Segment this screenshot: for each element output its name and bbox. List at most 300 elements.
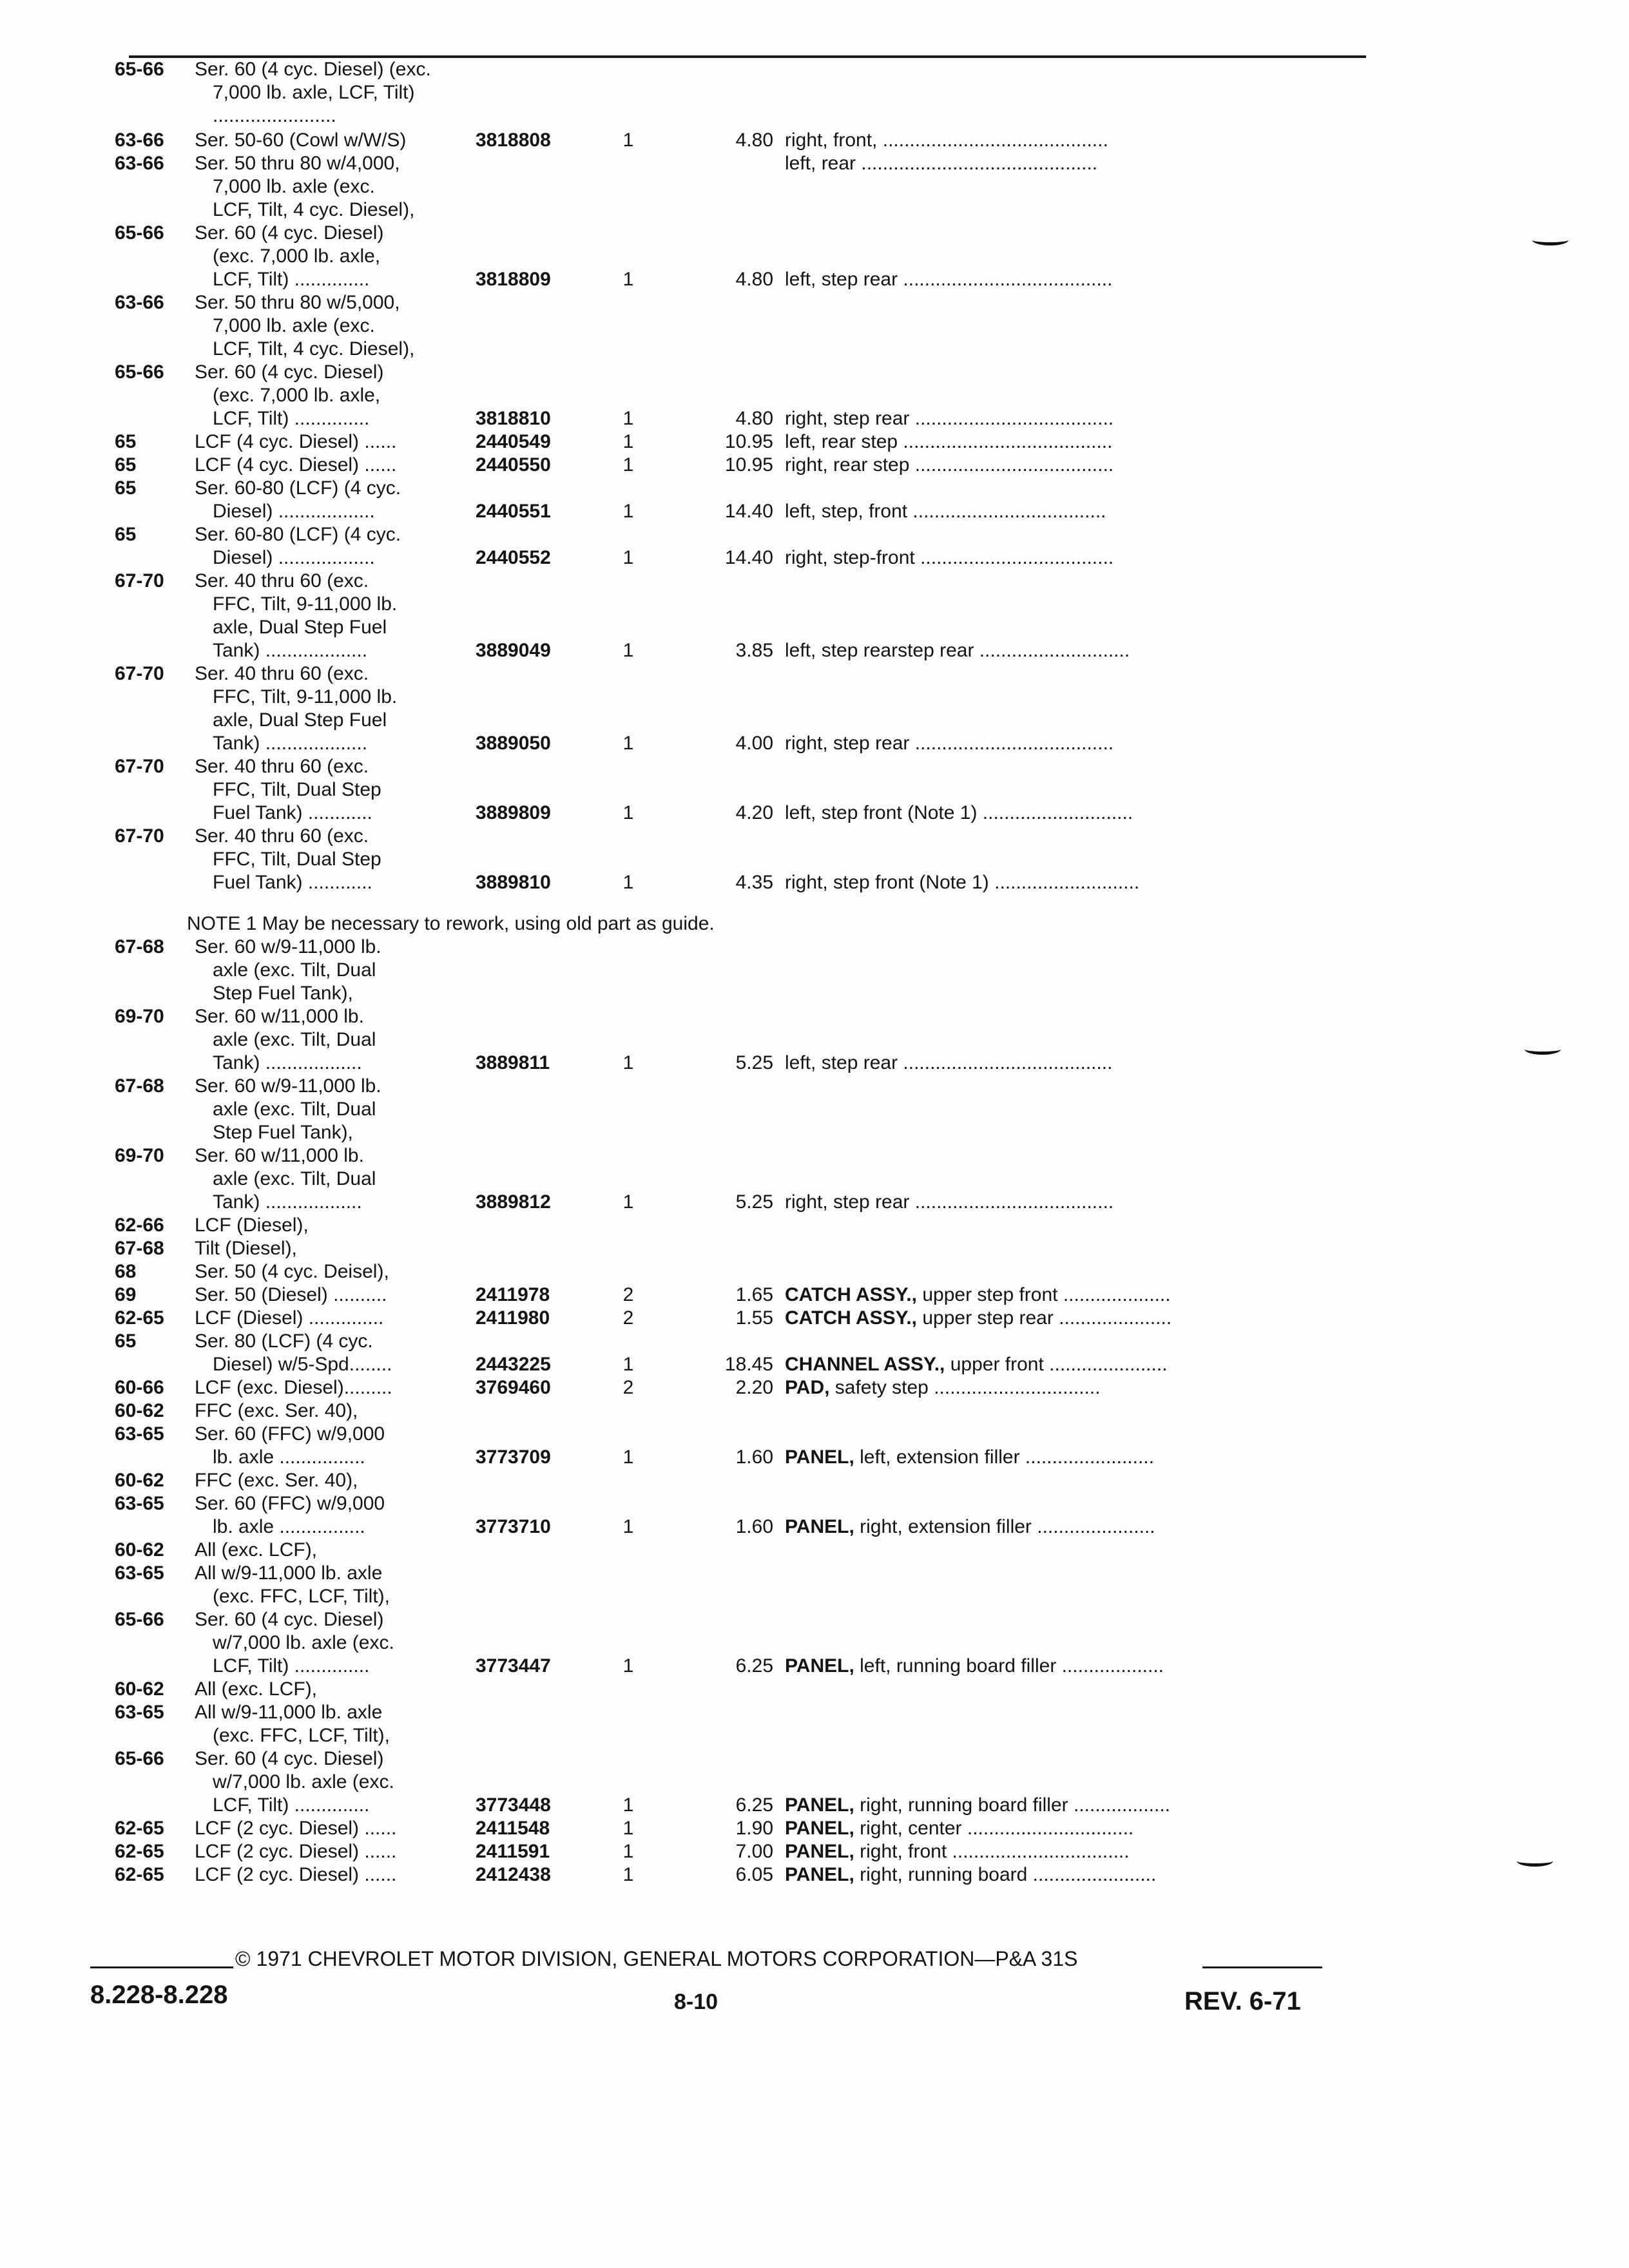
parts-row (0, 198, 1629, 222)
parts-row (0, 314, 1629, 338)
part-detail: right, extension filler ...................... (854, 1516, 1155, 1537)
parts-row (0, 1840, 1629, 1863)
quantity: 1 (622, 872, 634, 893)
parts-row (0, 1863, 1629, 1887)
part-number: 2411980 (476, 1307, 550, 1329)
model-year: 65-66 (115, 1748, 164, 1769)
application: FFC (exc. Ser. 40), (195, 1470, 358, 1491)
parts-row (0, 616, 1629, 639)
parts-row (0, 175, 1629, 198)
parts-row (0, 1701, 1629, 1724)
model-year: 69-70 (115, 1006, 164, 1027)
part-description (785, 152, 1097, 175)
parts-row (0, 1446, 1629, 1469)
application: Ser. 60 (4 cyc. Diesel) (195, 1748, 384, 1769)
part-detail: left, extension filler ........................ (854, 1446, 1154, 1468)
application: Ser. 60-80 (LCF) (4 cyc. (195, 477, 401, 499)
parts-row (0, 245, 1629, 268)
part-description (785, 1446, 1154, 1469)
part-description (785, 1817, 1133, 1840)
part-description (785, 407, 1113, 430)
parts-row (0, 129, 1629, 152)
parts-row (0, 1121, 1629, 1144)
application: axle (exc. Tilt, Dual (213, 1099, 376, 1120)
part-number: 3889809 (476, 802, 551, 823)
part-number: 3889049 (476, 640, 551, 661)
application: Ser. 50 (4 cyc. Deisel), (195, 1261, 389, 1282)
application: LCF, Tilt) .............. (213, 269, 370, 290)
application: Ser. 60 w/11,000 lb. (195, 1006, 364, 1027)
parts-row (0, 686, 1629, 709)
model-year: 60-62 (115, 1470, 164, 1491)
part-detail: left, step rear ....................................... (785, 1052, 1113, 1073)
application: Step Fuel Tank), (213, 1122, 353, 1143)
part-detail: right, front, .......................................... (785, 130, 1108, 151)
part-description (785, 1307, 1171, 1330)
model-year: 62-65 (115, 1864, 164, 1885)
price: 1.90 (735, 1818, 773, 1839)
quantity: 1 (622, 408, 634, 429)
part-description (785, 268, 1112, 291)
part-detail: right, step rear ..................................... (785, 733, 1114, 754)
price: 4.80 (735, 269, 773, 290)
part-description (785, 1052, 1112, 1075)
price: 1.65 (735, 1284, 773, 1305)
application: Ser. 60 (4 cyc. Diesel) (exc. (195, 59, 431, 80)
parts-row (0, 500, 1629, 523)
part-detail: left, rear step ....................................... (785, 431, 1113, 452)
application: Diesel) w/5-Spd........ (213, 1354, 392, 1375)
parts-row (0, 1469, 1629, 1492)
part-description (785, 1515, 1155, 1539)
parts-row (0, 1144, 1629, 1168)
application: LCF (exc. Diesel)......... (195, 1377, 392, 1398)
application: axle, Dual Step Fuel (213, 709, 387, 731)
parts-row (0, 1191, 1629, 1214)
model-year: 69 (115, 1284, 137, 1305)
model-year: 67-70 (115, 570, 164, 591)
application: Ser. 80 (LCF) (4 cyc. (195, 1331, 373, 1352)
part-number: 2412438 (476, 1864, 551, 1885)
model-year: 60-62 (115, 1400, 164, 1421)
quantity: 1 (622, 640, 634, 661)
price: 6.05 (735, 1864, 773, 1885)
application: Diesel) .................. (213, 547, 375, 568)
application: LCF (2 cyc. Diesel) ...... (195, 1841, 397, 1862)
application: 7,000 lb. axle (exc. (213, 315, 375, 336)
quantity: 1 (622, 1794, 634, 1816)
application: FFC, Tilt, 9-11,000 lb. (213, 686, 398, 707)
model-year: 63-66 (115, 153, 164, 174)
part-description (785, 430, 1112, 454)
part-name: PANEL, (785, 1841, 854, 1862)
parts-row (0, 546, 1629, 570)
price: 7.00 (735, 1841, 773, 1862)
application: Ser. 60 (4 cyc. Diesel) (195, 361, 384, 383)
parts-row (0, 81, 1629, 104)
model-year: 63-65 (115, 1702, 164, 1723)
parts-row (0, 662, 1629, 686)
part-detail: safety step ............................... (829, 1377, 1101, 1398)
application: LCF, Tilt) .............. (213, 1794, 370, 1816)
parts-row (0, 1747, 1629, 1771)
application: Diesel) .................. (213, 501, 375, 522)
parts-row (0, 1794, 1629, 1817)
part-number: 3773448 (476, 1794, 551, 1816)
part-detail: right, step-front .................................... (785, 547, 1114, 568)
model-year: 62-65 (115, 1307, 164, 1329)
application: axle (exc. Tilt, Dual (213, 1168, 376, 1189)
parts-row (0, 430, 1629, 454)
part-number: 2440551 (476, 501, 551, 522)
model-year: 63-65 (115, 1562, 164, 1584)
part-number: 3818808 (476, 130, 551, 151)
part-detail: left, rear ............................................ (785, 153, 1098, 174)
part-number: 3773447 (476, 1655, 551, 1677)
part-number: 3769460 (476, 1377, 551, 1398)
application: LCF (4 cyc. Diesel) ...... (195, 454, 397, 476)
part-description (785, 1376, 1101, 1399)
quantity: 1 (622, 501, 634, 522)
application: LCF (2 cyc. Diesel) ...... (195, 1864, 397, 1885)
parts-row (0, 982, 1629, 1005)
entry-block (0, 58, 1629, 128)
application: (exc. FFC, LCF, Tilt), (213, 1725, 390, 1746)
part-detail: right, center ............................... (854, 1818, 1134, 1839)
parts-row (0, 222, 1629, 245)
application: Ser. 60 (4 cyc. Diesel) (195, 1609, 384, 1630)
part-detail: right, running board ....................... (854, 1864, 1157, 1885)
application: Tank) ................... (213, 733, 368, 754)
part-detail: right, step rear ..................................... (785, 408, 1114, 429)
quantity: 1 (622, 1655, 634, 1677)
part-detail: upper step rear ..................... (917, 1307, 1172, 1329)
model-year: 63-66 (115, 292, 164, 313)
part-description (785, 546, 1113, 570)
application: Fuel Tank) ............ (213, 872, 372, 893)
model-year: 60-66 (115, 1377, 164, 1398)
parts-row (0, 152, 1629, 175)
price: 4.35 (735, 872, 773, 893)
price: 10.95 (724, 454, 773, 476)
application: All (exc. LCF), (195, 1539, 318, 1561)
quantity: 1 (622, 130, 634, 151)
part-description (785, 1863, 1156, 1887)
quantity: 2 (622, 1377, 634, 1398)
model-year: 67-70 (115, 663, 164, 684)
application: LCF (Diesel) .............. (195, 1307, 384, 1329)
quantity: 1 (622, 1446, 634, 1468)
application: ....................... (213, 105, 336, 126)
parts-row (0, 871, 1629, 894)
application: Ser. 50 thru 80 w/4,000, (195, 153, 400, 174)
price: 10.95 (724, 431, 773, 452)
parts-row (0, 291, 1629, 314)
quantity: 2 (622, 1307, 634, 1329)
application: LCF, Tilt, 4 cyc. Diesel), (213, 338, 415, 360)
model-year: 60-62 (115, 1678, 164, 1700)
part-detail: left, step rearstep rear ............................ (785, 640, 1130, 661)
note-1: NOTE 1 May be necessary to rework, using old part as guide. (187, 913, 715, 934)
parts-row (0, 1631, 1629, 1655)
part-number: 2411978 (476, 1284, 550, 1305)
model-year: 65-66 (115, 1609, 164, 1630)
parts-row (0, 1585, 1629, 1608)
application: FFC, Tilt, Dual Step (213, 779, 381, 800)
application: Ser. 60 w/9-11,000 lb. (195, 936, 381, 957)
part-number: 2411591 (476, 1841, 550, 1862)
application: FFC, Tilt, Dual Step (213, 849, 381, 870)
part-number: 2440550 (476, 454, 551, 476)
parts-row (0, 1515, 1629, 1539)
part-description (785, 1840, 1130, 1863)
model-year: 65 (115, 431, 137, 452)
quantity: 1 (622, 1354, 634, 1375)
parts-row (0, 802, 1629, 825)
model-year: 68 (115, 1261, 137, 1282)
quantity: 1 (622, 1052, 634, 1073)
part-description (785, 1794, 1170, 1817)
part-number: 3773709 (476, 1446, 551, 1468)
parts-row (0, 1423, 1629, 1446)
price: 6.25 (735, 1655, 773, 1677)
part-detail: left, step, front .................................... (785, 501, 1106, 522)
price: 18.45 (724, 1354, 773, 1375)
quantity: 1 (622, 1864, 634, 1885)
model-year: 69-70 (115, 1145, 164, 1166)
parts-row (0, 1028, 1629, 1052)
quantity: 1 (622, 802, 634, 823)
model-year: 60-62 (115, 1539, 164, 1561)
part-description (785, 1353, 1168, 1376)
application: LCF, Tilt) .............. (213, 408, 370, 429)
parts-row (0, 1237, 1629, 1260)
parts-row (0, 1214, 1629, 1237)
quantity: 1 (622, 454, 634, 476)
price: 6.25 (735, 1794, 773, 1816)
part-description (785, 1283, 1171, 1307)
parts-row (0, 936, 1629, 959)
application: lb. axle ................ (213, 1446, 365, 1468)
parts-row (0, 1168, 1629, 1191)
part-name: CATCH ASSY., (785, 1307, 918, 1329)
model-year: 62-65 (115, 1841, 164, 1862)
part-description (785, 500, 1106, 523)
parts-row (0, 1307, 1629, 1330)
binder-mark-icon (1517, 1856, 1553, 1867)
parts-row (0, 1075, 1629, 1098)
parts-row (0, 1353, 1629, 1376)
price: 4.80 (735, 408, 773, 429)
application: Ser. 40 thru 60 (exc. (195, 663, 369, 684)
application: Ser. 60 w/11,000 lb. (195, 1145, 364, 1166)
part-detail: upper front ...................... (945, 1354, 1168, 1375)
part-detail: right, rear step ..................................... (785, 454, 1114, 476)
parts-row (0, 1771, 1629, 1794)
application: Fuel Tank) ............ (213, 802, 372, 823)
model-year: 67-68 (115, 1238, 164, 1259)
application: axle (exc. Tilt, Dual (213, 1029, 376, 1050)
price: 1.55 (735, 1307, 773, 1329)
part-description (785, 129, 1108, 152)
revision-label: REV. 6-71 (1184, 1987, 1301, 2015)
application: Ser. 60 (FFC) w/9,000 (195, 1493, 385, 1514)
part-number: 3818809 (476, 269, 551, 290)
parts-row (0, 1330, 1629, 1353)
part-number: 3889812 (476, 1191, 551, 1213)
parts-row (0, 1283, 1629, 1307)
quantity: 1 (622, 733, 634, 754)
application: Ser. 60 (4 cyc. Diesel) (195, 222, 384, 244)
application: Tilt (Diesel), (195, 1238, 297, 1259)
parts-row (0, 1399, 1629, 1423)
model-year: 63-65 (115, 1493, 164, 1514)
part-number: 3889811 (476, 1052, 550, 1073)
parts-row (0, 1608, 1629, 1631)
application: Tank) .................. (213, 1191, 362, 1213)
parts-row (0, 1562, 1629, 1585)
part-detail: right, running board filler .................. (854, 1794, 1171, 1816)
parts-row (0, 848, 1629, 871)
application: All w/9-11,000 lb. axle (195, 1702, 383, 1723)
parts-row (0, 1492, 1629, 1515)
parts-row (0, 825, 1629, 848)
part-name: PANEL, (785, 1655, 854, 1677)
application: axle (exc. Tilt, Dual (213, 959, 376, 981)
part-description (785, 639, 1130, 662)
application: w/7,000 lb. axle (exc. (213, 1632, 394, 1653)
application: 7,000 lb. axle, LCF, Tilt) (213, 82, 415, 103)
application: Tank) ................... (213, 640, 368, 661)
parts-row (0, 593, 1629, 616)
parts-row (0, 1260, 1629, 1283)
quantity: 1 (622, 269, 634, 290)
model-year: 65 (115, 524, 137, 545)
part-number: 2440549 (476, 431, 551, 452)
application: FFC (exc. Ser. 40), (195, 1400, 358, 1421)
price: 5.25 (735, 1052, 773, 1073)
parts-row (0, 1539, 1629, 1562)
part-name: PANEL, (785, 1446, 854, 1468)
application: LCF (4 cyc. Diesel) ...... (195, 431, 397, 452)
model-year: 67-68 (115, 1075, 164, 1097)
model-year: 67-70 (115, 825, 164, 847)
application: (exc. 7,000 lb. axle, (213, 385, 381, 406)
parts-row (0, 477, 1629, 500)
parts-row (0, 1376, 1629, 1399)
parts-row (0, 384, 1629, 407)
quantity: 2 (622, 1284, 634, 1305)
section-number: 8.228-8.228 (90, 1981, 228, 2009)
part-detail: left, running board filler ................... (854, 1655, 1164, 1677)
quantity: 1 (622, 1516, 634, 1537)
price: 14.40 (724, 501, 773, 522)
model-year: 65 (115, 1331, 137, 1352)
part-number: 3889810 (476, 872, 551, 893)
parts-row (0, 1052, 1629, 1075)
entry-block (0, 936, 1629, 1887)
application: Ser. 50 thru 80 w/5,000, (195, 292, 400, 313)
quantity: 1 (622, 547, 634, 568)
parts-row (0, 778, 1629, 802)
parts-row (0, 709, 1629, 732)
application: (exc. 7,000 lb. axle, (213, 245, 381, 267)
part-name: PAD, (785, 1377, 830, 1398)
quantity: 1 (622, 1191, 634, 1213)
part-name: CHANNEL ASSY., (785, 1354, 945, 1375)
application: Step Fuel Tank), (213, 983, 353, 1004)
price: 3.85 (735, 640, 773, 661)
part-number: 2440552 (476, 547, 551, 568)
parts-row (0, 523, 1629, 546)
part-description (785, 1655, 1164, 1678)
application: All w/9-11,000 lb. axle (195, 1562, 383, 1584)
part-name: PANEL, (785, 1864, 854, 1885)
part-detail: upper step front .................... (917, 1284, 1171, 1305)
parts-row (0, 58, 1629, 81)
binder-mark-icon (1532, 235, 1568, 245)
part-name: PANEL, (785, 1516, 854, 1537)
model-year: 67-68 (115, 936, 164, 957)
part-detail: right, step front (Note 1) ........................... (785, 872, 1140, 893)
parts-row (0, 1098, 1629, 1121)
model-year: 65 (115, 477, 137, 499)
parts-row (0, 1655, 1629, 1678)
parts-row (0, 268, 1629, 291)
part-description (785, 1191, 1113, 1214)
application: w/7,000 lb. axle (exc. (213, 1771, 394, 1792)
parts-row (0, 407, 1629, 430)
application: LCF, Tilt, 4 cyc. Diesel), (213, 199, 415, 220)
parts-row (0, 732, 1629, 755)
binder-mark-icon (1525, 1044, 1561, 1055)
application: LCF (2 cyc. Diesel) ...... (195, 1818, 397, 1839)
price: 2.20 (735, 1377, 773, 1398)
part-number: 2443225 (476, 1354, 551, 1375)
price: 5.25 (735, 1191, 773, 1213)
parts-row (0, 338, 1629, 361)
price: 4.80 (735, 130, 773, 151)
application: Ser. 50 (Diesel) .......... (195, 1284, 387, 1305)
application: Ser. 60-80 (LCF) (4 cyc. (195, 524, 401, 545)
part-number: 2411548 (476, 1818, 550, 1839)
model-year: 67-70 (115, 756, 164, 777)
application: Ser. 60 w/9-11,000 lb. (195, 1075, 381, 1097)
part-description (785, 454, 1113, 477)
price: 4.20 (735, 802, 773, 823)
application: LCF, Tilt) .............. (213, 1655, 370, 1677)
model-year: 65 (115, 454, 137, 476)
part-name: CATCH ASSY., (785, 1284, 918, 1305)
model-year: 62-65 (115, 1818, 164, 1839)
quantity: 1 (622, 1818, 634, 1839)
parts-row (0, 1678, 1629, 1701)
parts-row (0, 104, 1629, 128)
model-year: 63-66 (115, 130, 164, 151)
part-detail: right, step rear ..................................... (785, 1191, 1114, 1213)
price: 1.60 (735, 1446, 773, 1468)
part-description (785, 802, 1133, 825)
application: 7,000 lb. axle (exc. (213, 176, 375, 197)
model-year: 65-66 (115, 59, 164, 80)
quantity: 1 (622, 431, 634, 452)
model-year: 65-66 (115, 361, 164, 383)
part-name: PANEL, (785, 1794, 854, 1816)
part-number: 3818810 (476, 408, 551, 429)
application: Ser. 60 (FFC) w/9,000 (195, 1423, 385, 1445)
parts-row (0, 1724, 1629, 1747)
model-year: 65-66 (115, 222, 164, 244)
